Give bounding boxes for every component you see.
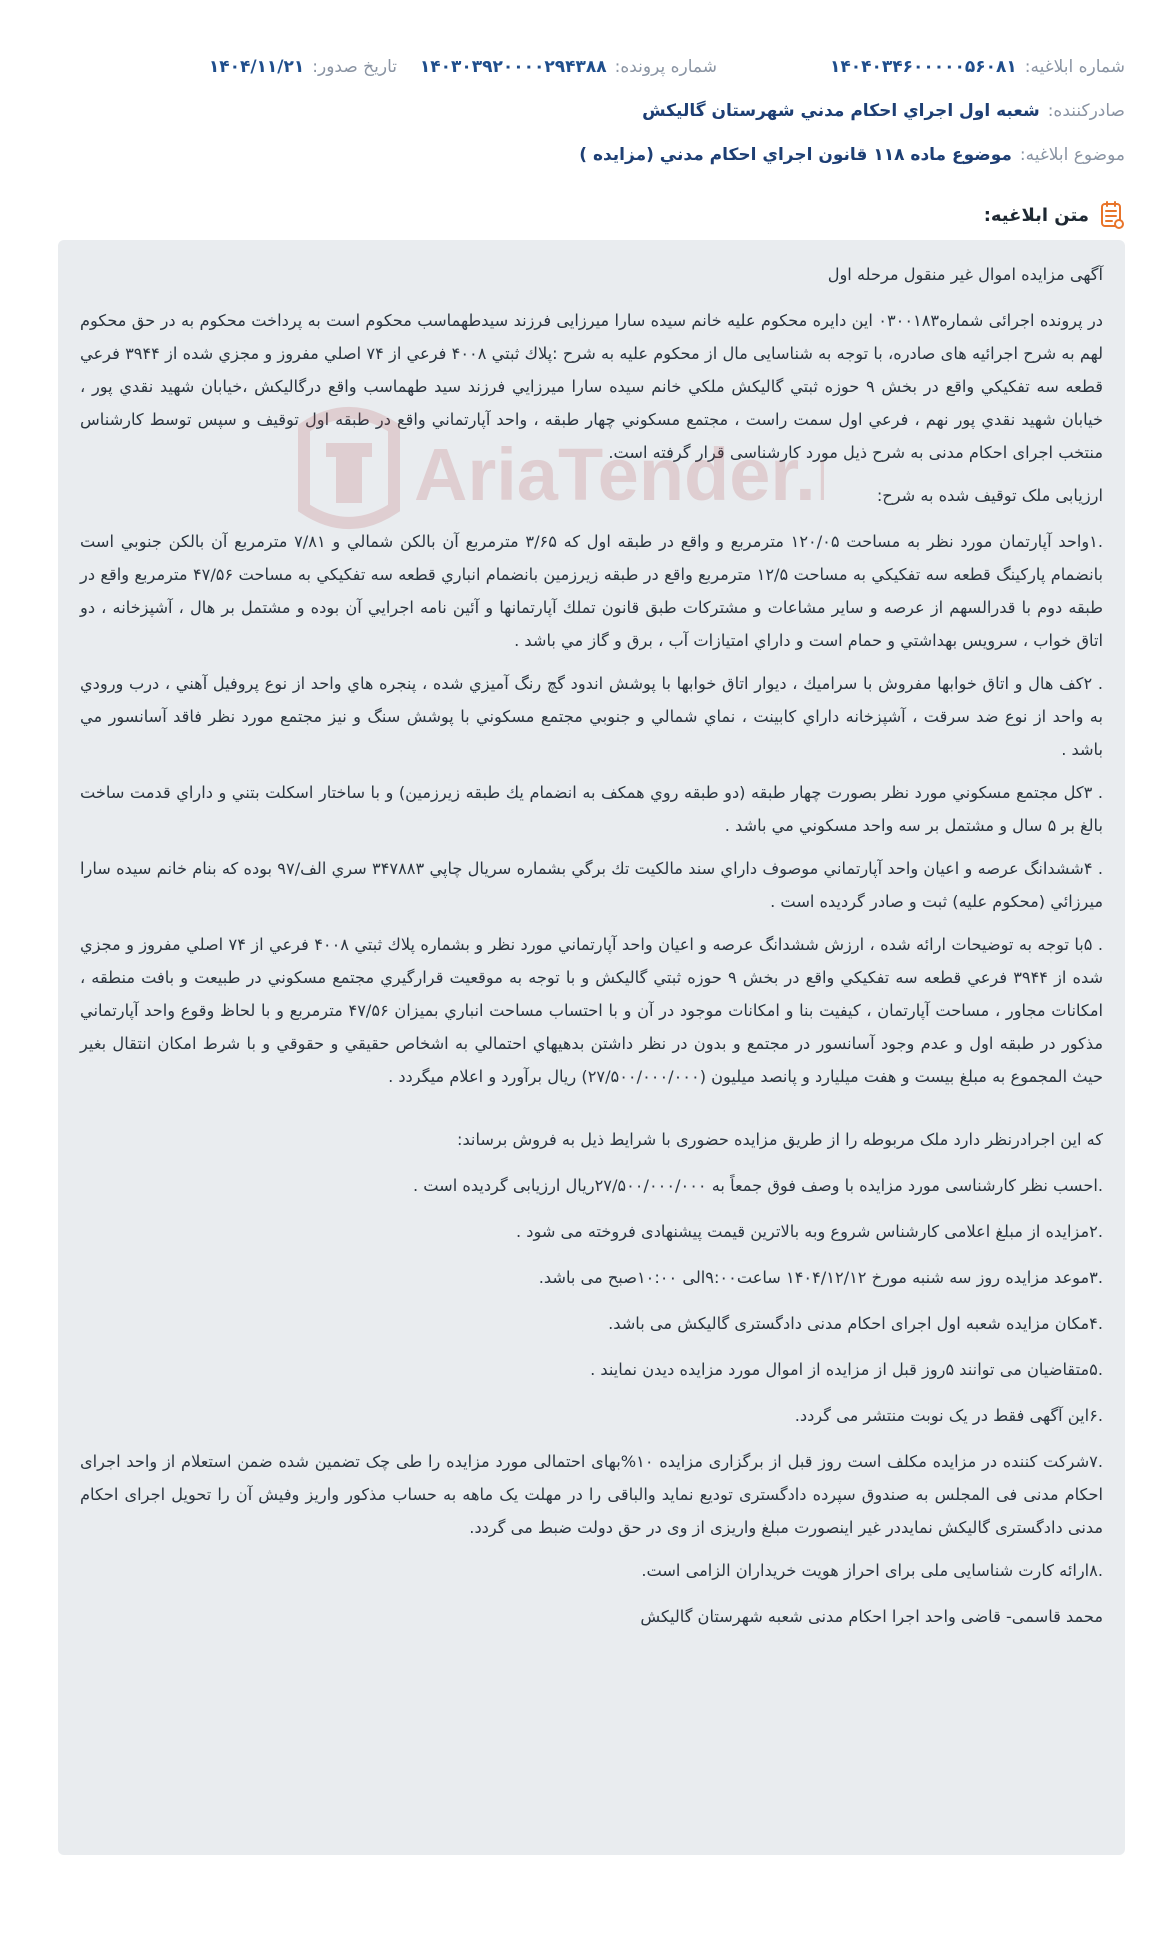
- auction-condition: .۶این آگهی فقط در یک نوبت منتشر می گردد.: [794, 1406, 1103, 1425]
- auction-condition: .۴مکان مزایده شعبه اول اجرای احکام مدنی دادگستری گالیکش می باشد.: [608, 1314, 1103, 1333]
- issue-date-label: تاریخ صدور:: [312, 57, 397, 77]
- notice-paragraph: . ۵با توجه به توضيحات ارائه شده ، ارزش ششدانگ عرصه و اعيان واحد آپارتماني مورد نظر و بشماره پلاك ثبتي ۴۰۰۸ فرعي از ۷۴ اصلي مفروز و مجزي شده از ۳۹۴۴ فرعي قطعه سه تفكيكي واقع در بخش ۹ حوزه ثبتي گاليكش و با توجه به موقعيت قرارگيري مجتمع مسكوني در طبيعت و بافت منطقه ، امكانات مجاور ، مساحت آپارتمان ، كيفيت بنا و امكانات موجود در آن و با احتساب مساحت انباري بميزان ۴۷/۵۶ مترمربع و با لحاظ وقوع واحد آپارتماني مذكور در طبقه اول و عدم وجود آسانسور در مجتمع و بدون در نظر داشتن بدهيهاي احتمالي به اشخاص حقيقي و حقوقي و با شرط امكان انتقال بغير حيث المجموع به مبلغ بيست و هفت ميليارد و پانصد ميليون (۲۷/۵۰۰/۰۰۰/۰۰۰) ريال برآورد و اعلام ميگردد .: [80, 935, 1104, 1086]
- notice-number: [830, 57, 1125, 77]
- auction-condition: .۲مزایده از مبلغ اعلامی کارشناس شروع وبه بالاترین قیمت پیشنهادی فروخته می شود .: [515, 1222, 1103, 1241]
- notice-paragraph: در پرونده اجرائی شماره۰۳۰۰۱۸۳ این دایره محکوم علیه خانم سیده سارا میرزایی فرزند سیدطهماسب محکوم است به پرداخت محکوم به در حق محکوم لهم به شرح اجرائیه های صادره، با توجه به شناسایی مال از محکوم علیه به شرح :پلاك ثبتي ۴۰۰۸ فرعي از ۷۴ اصلي مفروز و مجزي شده از ۳۹۴۴ فرعي قطعه سه تفكيكي واقع در بخش ۹ حوزه ثبتي گاليكش ملكي خانم سيده سارا ميرزايي فرزند سيد طهماسب واقع درگاليكش ،خيابان شهيد نقدي پور ، خيابان شهيد نقدي پور نهم ، فرعي اول سمت راست ، مجتمع مسكوني چهار طبقه ، واحد آپارتماني واقع در طبقه اول توقیف و سپس توسط کارشناس منتخب اجرای احکام مدنی به شرح ذیل مورد کارشناسی قرار گرفته است.: [80, 311, 1104, 462]
- notice-number-value: ۱۴۰۴۰۳۴۶۰۰۰۰۰۵۶۰۸۱: [829, 57, 1017, 77]
- notice-text-heading-label: متن ابلاغیه:: [983, 204, 1089, 226]
- issuer-value: شعبه اول اجراي احكام مدني شهرستان گاليكش: [642, 101, 1040, 121]
- notice-document-icon: [1099, 200, 1125, 230]
- auction-condition: .۷شرکت کننده در مزایده مکلف است روز قبل از برگزاری مزایده ۱۰%بهای احتمالی مورد مزایده را طی چک تضمین شده ضمن استعلام از واحد اجرای احکام مدنی فی المجلس به صندوق سپرده دادگستری تودیع نماید والباقی را در مهلت یک ماهه به حساب مذکور واریز وفیش آن را تحویل اجرای احکام مدنی دادگستری گالیکش نمایددر غیر اینصورت مبلغ واریزی از وی در حق دولت ضبط می گردد.: [80, 1452, 1103, 1537]
- case-number-value: ۱۴۰۳۰۳۹۲۰۰۰۰۲۹۴۳۸۸: [419, 57, 607, 77]
- notice-title: آگهی مزایده اموال غیر منقول مرحله اول: [827, 265, 1103, 284]
- notice-paragraph: ارزیابی ملک توقیف شده به شرح:: [876, 486, 1103, 505]
- case-number: [420, 57, 717, 77]
- notice-number-label: شماره ابلاغیه:: [1024, 57, 1125, 77]
- notice-paragraph: . ۴ششدانگ عرصه و اعيان واحد آپارتماني موصوف داراي سند مالكيت تك برگي بشماره سريال چاپي ۳۴۷۸۸۳ سري الف/۹۷ بوده كه بنام خانم سيده سارا ميرزائي (محكوم عليه) ثبت و صادر گرديده است .: [80, 859, 1103, 911]
- notice-content-panel: [58, 240, 1125, 1855]
- notice-paragraph: . ۳كل مجتمع مسكوني مورد نظر بصورت چهار طبقه (دو طبقه روي همكف به انضمام يك طبقه زيرزمين) و با ساختار اسكلت بتني و داراي قدمت ساخت بالغ بر ۵ سال و مشتمل بر سه واحد مسكوني مي باشد .: [80, 783, 1103, 835]
- subject-value: موضوع ماده ۱۱۸ قانون اجراي احكام مدني (مزايده ): [579, 145, 1012, 165]
- issue-date: [209, 57, 397, 77]
- signature-line: محمد قاسمی- قاضی واحد اجرا احکام مدنی شعبه شهرستان گالیکش: [640, 1607, 1103, 1626]
- auction-condition: .۵متقاضیان می توانند ۵روز قبل از مزایده از اموال مورد مزایده دیدن نمایند .: [590, 1360, 1103, 1379]
- issue-date-value: ۱۴۰۴/۱۱/۲۱: [208, 57, 305, 77]
- notice-paragraph: . ۲كف هال و اتاق خوابها مفروش با سراميك ، ديوار اتاق خوابها با پوشش اندود گچ رنگ آميزي شده ، پنجره هاي واحد از نوع پروفيل آهني ، درب ورودي به واحد از نوع ضد سرقت ، آشپزخانه داراي كابينت ، نماي شمالي و جنوبي مجتمع مسكوني با پوشش سنگ و نيز مجتمع مورد نظر فاقد آسانسور مي باشد .: [80, 674, 1103, 759]
- auction-condition: .۸ارائه کارت شناسایی ملی برای احراز هویت خریداران الزامی است.: [641, 1561, 1103, 1580]
- issuer-label: صادرکننده:: [1047, 101, 1125, 121]
- subject-row: [49, 140, 1125, 170]
- case-number-label: شماره پرونده:: [614, 57, 717, 77]
- auction-condition: .احسب نظر کارشناسی مورد مزایده با وصف فوق جمعاً به ۲۷/۵۰۰/۰۰۰/۰۰۰ریال ارزیابی گردیده است .: [412, 1176, 1103, 1195]
- subject-label: موضوع ابلاغیه:: [1019, 145, 1125, 165]
- auction-condition: .۳موعد مزایده روز سه شنبه مورخ ۱۴۰۴/۱۲/۱۲ ساعت۹:۰۰الی ۱۰:۰۰صبح می باشد.: [538, 1268, 1103, 1287]
- notice-meta-row: [49, 52, 1125, 82]
- notice-paragraph: .۱واحد آپارتمان مورد نظر به مساحت ۱۲۰/۰۵ مترمربع و واقع در طبقه اول كه ۳/۶۵ مترمربع آن بالكن شمالي و ۷/۸۱ مترمربع آن بالكن جنوبي است بانضمام پاركينگ قطعه سه تفكيكي به مساحت ۱۲/۵ مترمربع واقع در طبقه زيرزمين بانضمام انباري قطعه سه تفكيكي به مساحت ۴۷/۵۶ مترمربع واقع در طبقه دوم با قدرالسهم از عرصه و ساير مشاعات و مشتركات طبق قانون تملك آپارتمانها و آئين نامه اجرايي آن بوده و مشتمل بر هال ، آشپزخانه ، دو اتاق خواب ، سرويس بهداشتي و حمام است و داراي امتيازات آب ، برق و گاز مي باشد .: [80, 532, 1104, 650]
- notice-text-heading: [984, 198, 1125, 232]
- issuer-row: [49, 96, 1125, 126]
- notice-paragraph: که این اجرادرنظر دارد ملک مربوطه را از طریق مزایده حضوری با شرایط ذیل به فروش برساند:: [456, 1130, 1103, 1149]
